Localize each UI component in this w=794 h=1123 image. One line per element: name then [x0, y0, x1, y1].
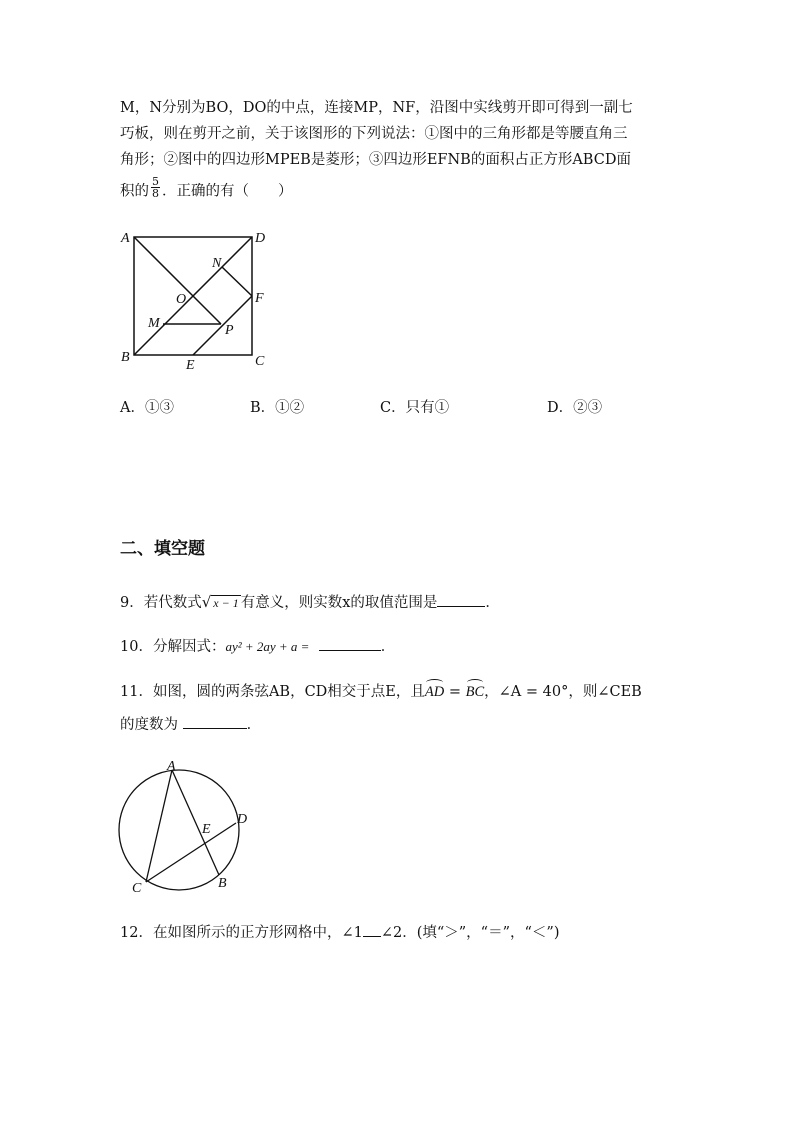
section-title: 二、填空题 [120, 539, 205, 559]
arc-bc: BC [465, 684, 485, 700]
answer-blank-q12[interactable] [363, 922, 381, 937]
label-a: A [121, 231, 130, 246]
q8-line-1: M，N分别为BO，DO的中点，连接MP，NF，沿图中实线剪开即可得到一副七 [120, 100, 633, 116]
answer-blank-q10[interactable] [319, 636, 381, 651]
label-d: D [255, 231, 266, 246]
label-p: P [225, 323, 234, 338]
q9: 9．若代数式√ x − 1 有意义，则实数x的取值范围是 ． [120, 593, 500, 611]
fraction-five-eighths: $\frac{5}{8}$ [152, 175, 159, 200]
q8-line-3: 角形；②图中的四边形MPEB是菱形；③四边形EFNB的面积占正方形ABCD面 [120, 152, 631, 168]
factor-expression: ay² + 2ay + a = [225, 639, 310, 654]
option-d[interactable]: D．②③ [547, 400, 603, 416]
label-n: N [212, 256, 222, 271]
q8-line-4: 积的 $\frac{5}{8}$ ．正确的有（ ） [120, 175, 293, 200]
circle-figure [112, 755, 262, 895]
q12: 12．在如图所示的正方形网格中，∠1 ∠2．(填“＞”，“＝”，“＜”) [120, 922, 560, 943]
option-c[interactable]: C．只有① [380, 400, 450, 416]
answer-blank-q9[interactable] [437, 592, 485, 607]
label-b: B [121, 350, 130, 365]
label-e: E [186, 358, 195, 373]
chord-c-d [146, 823, 236, 882]
q10: 10．分解因式：ay² + 2ay + a = ． [120, 636, 395, 657]
q11-line-2: 的度数为 ． [120, 714, 261, 735]
circle-label-b: B [218, 876, 227, 891]
label-f: F [255, 291, 264, 306]
circle-label-d: D [237, 812, 248, 827]
circle [119, 770, 239, 890]
circle-label-c: C [132, 881, 142, 895]
q11-line-1: 11．如图，圆的两条弦AB，CD相交于点E，且AD = BC，∠A = 40°，则∠CEB [120, 684, 642, 700]
label-o: O [176, 292, 187, 307]
label-c: C [255, 354, 265, 369]
circle-label-e: E [202, 822, 211, 837]
q8-line-2: 巧板，则在剪开之前，关于该图形的下列说法：①图中的三角形都是等腰直角三 [120, 126, 628, 142]
label-m: M [148, 316, 160, 331]
option-b[interactable]: B．①② [250, 400, 305, 416]
segment-n-f [222, 267, 252, 296]
arc-ad: AD [424, 684, 445, 700]
answer-blank-q11[interactable] [183, 714, 247, 729]
chord-a-c [146, 770, 172, 882]
circle-label-a: A [167, 759, 176, 774]
tangram-figure [115, 225, 285, 375]
option-a[interactable]: A．①③ [120, 400, 174, 416]
sqrt-expression: √ x − 1 [201, 593, 239, 611]
chord-a-b [172, 770, 219, 875]
